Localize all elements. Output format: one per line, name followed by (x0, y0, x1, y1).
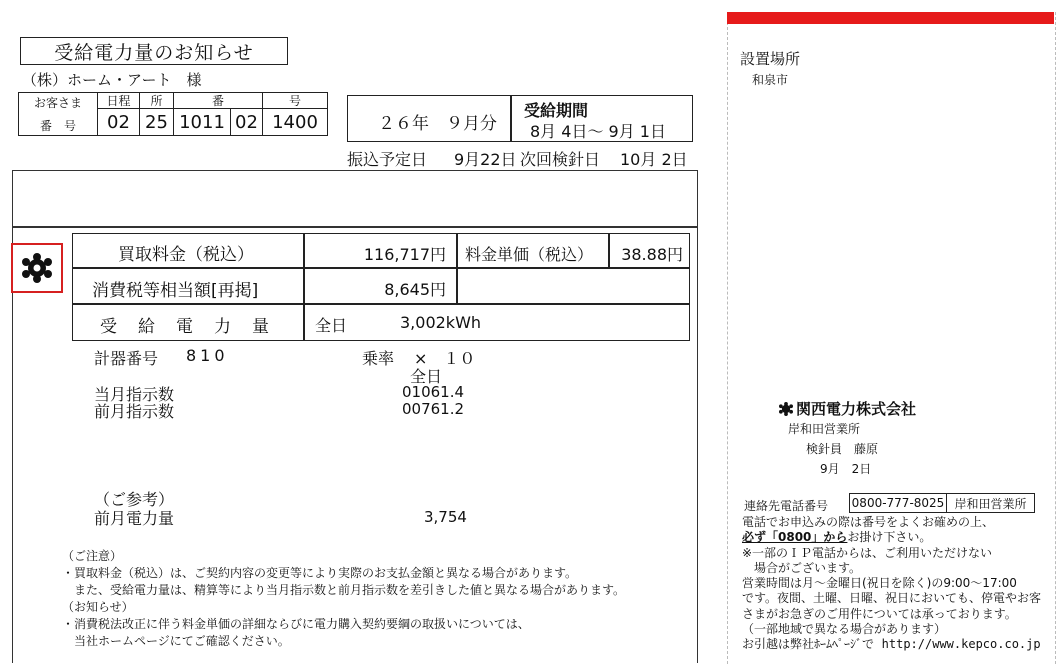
number-part-5: 1400 (262, 108, 328, 136)
transfer-date: 9月22日 (454, 150, 517, 169)
phone-number: 0800-777-8025 (850, 494, 947, 512)
msg-line-1: 電話でお申込みの際は番号をよくお確めの上、 (742, 515, 995, 529)
next-reading-label: 次回検針日 (520, 150, 601, 169)
page-title: 受給電力量のお知らせ (54, 41, 254, 64)
phone-office: 岸和田営業所 (954, 496, 1027, 511)
caution-line-2: また、受給電力量は、精算等により当月指示数と前月指示数を差引きした値と異なる場合があります。 (62, 583, 626, 597)
number-part-4: 02 (230, 108, 263, 136)
msg-line-9-text: お引越は弊社ﾎｰﾑﾍﾟｰｼﾞで (742, 637, 875, 652)
info-line-1: ・消費税法改正に伴う料金単価の詳細ならびに電力購入契約要綱の取扱いについては、 (62, 617, 530, 631)
info-line-2: 当社ホームページにてご確認ください。 (62, 634, 290, 648)
meter-number: 810 (186, 346, 229, 365)
current-reading-value: 01061.4 (402, 383, 465, 401)
unit-price-value: 38.88円 (621, 245, 683, 264)
company-row (778, 398, 916, 419)
msg-line-2 (742, 530, 1041, 545)
msg-line-7: さまがお急ぎのご用件については承っております。 (742, 606, 1017, 621)
energy-value: 3,002kWh (400, 313, 482, 332)
tax-value: 8,645円 (384, 280, 446, 299)
caution-title: （ご注意） (62, 549, 123, 563)
kepco-logo-icon (20, 253, 54, 283)
company-name: 関西電力株式会社 (796, 400, 917, 418)
col-go: 号 (262, 92, 328, 109)
previous-reading-label: 前月指示数 (94, 402, 175, 421)
ratio-label: 乗率 (362, 349, 395, 368)
title-box (20, 37, 288, 65)
charges-col-rule-2 (456, 233, 458, 303)
current-reading-label: 当月指示数 (94, 385, 175, 404)
msg-line-9 (742, 637, 1041, 652)
period-range: 8月 4日～ 9月 1日 (530, 122, 666, 141)
period-divider (510, 95, 512, 142)
customer-name: （株）ホーム・アート 様 (22, 71, 202, 89)
charges-row-rule-1 (72, 267, 690, 269)
caution-line-1: ・買取料金（税込）は、ご契約内容の変更等により実際のお支払金額と異なる場合があります。 (62, 566, 578, 580)
meter-number-label: 計器番号 (94, 349, 159, 368)
number-part-2: 25 (139, 108, 174, 136)
red-accent-bar (727, 12, 1054, 24)
header-rule (12, 226, 698, 228)
ratio-value: × １０ (414, 349, 476, 368)
reading-all-day: 全日 (410, 367, 443, 386)
inspector-name: 検針員 藤原 (806, 442, 879, 456)
period-label: 受給期間 (524, 101, 589, 120)
logo-frame (11, 243, 63, 293)
col-ban: 番 (173, 92, 263, 109)
inspection-date: 9月 2日 (820, 462, 872, 476)
next-reading-date: 10月 2日 (620, 150, 688, 169)
number-part-1: 02 (97, 108, 140, 136)
contact-messages (742, 515, 1041, 653)
col-sho: 所 (139, 92, 174, 109)
contact-label: 連絡先電話番号 (744, 499, 829, 513)
number-part-3: 1011 (173, 108, 231, 136)
msg-0800-emphasis: 必ず「0800」から (742, 530, 848, 545)
location-label: 設置場所 (740, 50, 801, 68)
purchase-value: 116,717円 (363, 245, 446, 264)
tax-label: 消費税等相当額[再掲] (92, 281, 259, 301)
purchase-label: 買取料金（税込） (118, 245, 254, 265)
msg-line-3: ※一部のＩＰ電話からは、ご利用いただけない (742, 545, 993, 560)
website-link[interactable]: http://www.kepco.co.jp (881, 637, 1041, 652)
label-bangou: 番 号 (39, 119, 76, 133)
prev-energy-value: 3,754 (424, 508, 467, 526)
msg-line-5: 営業時間は月～金曜日(祝日を除く)の9:00～17:00 (742, 576, 1017, 591)
msg-line-6: です。夜間、土曜、日曜、祝日においても、停電やお客 (742, 591, 1042, 606)
energy-label: 受 給 電 力 量 (100, 317, 271, 337)
col-nittei: 日程 (97, 92, 140, 109)
office-name: 岸和田営業所 (788, 422, 861, 436)
info-title: （お知らせ） (62, 600, 134, 614)
phone-box (849, 493, 1035, 513)
msg-line-4: 場合がございます。 (742, 560, 862, 575)
label-okyakusama: お客さま (33, 96, 82, 110)
previous-reading-value: 00761.2 (402, 400, 465, 418)
unit-price-label: 料金単価（税込） (465, 245, 594, 264)
prev-energy-label: 前月電力量 (94, 509, 175, 528)
msg-line-2-rest: お掛け下さい。 (847, 530, 932, 545)
msg-line-8: （一部地域で異なる場合があります） (742, 622, 947, 637)
notes-block (62, 548, 625, 650)
transfer-date-label: 振込予定日 (347, 150, 428, 169)
location-value: 和泉市 (752, 73, 789, 87)
kepco-small-logo-icon (778, 402, 794, 416)
reference-label: （ご参考） (94, 490, 175, 509)
energy-period: 全日 (315, 316, 348, 335)
customer-number-label (18, 92, 98, 136)
billing-month: ２６年 ９月分 (378, 114, 497, 134)
charges-row-rule-2 (72, 303, 690, 305)
